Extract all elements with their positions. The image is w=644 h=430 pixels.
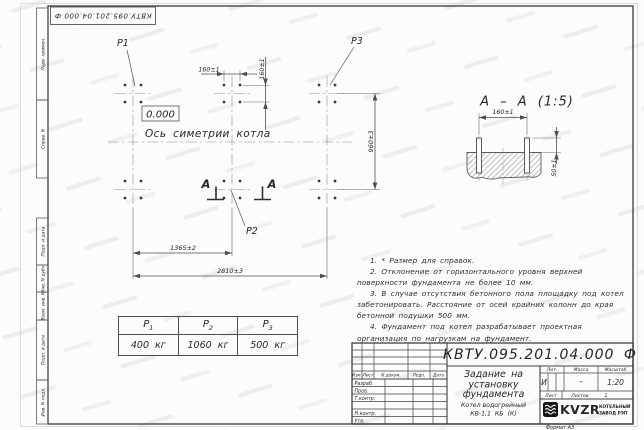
frame-strip-label: Инв. N подл. xyxy=(41,387,47,417)
dim-section-bolt-protrusion: 50±1 xyxy=(551,159,558,177)
doc-title-line1: Задание на xyxy=(464,369,523,380)
loads-table-header xyxy=(119,317,179,335)
load-subscript: 3 xyxy=(268,324,273,332)
frame-strip-label: Справ. N xyxy=(41,128,47,150)
scale-value: 1:20 xyxy=(607,378,624,387)
change-col-list: Лист xyxy=(362,372,374,378)
sheets-value: 1 xyxy=(604,393,608,399)
brand-sub-line1: КОТЕЛЬНЫЙ xyxy=(599,405,631,410)
dim-overall-height: 960±3 xyxy=(367,130,375,153)
format-label: Формат А3 xyxy=(545,425,575,430)
notes xyxy=(357,255,636,344)
change-col-doc: N докум. xyxy=(381,372,401,378)
dim-overall-span: 2810±3 xyxy=(216,267,244,275)
loads-table-header xyxy=(238,317,298,335)
doc-number: КВТУ.095.201.04.000 Ф xyxy=(443,347,637,363)
dim-bolt-spacing-v: 160±1 xyxy=(259,58,266,80)
frame-strip-label: Взам. инв. N xyxy=(41,291,47,321)
row-label-razrab: Разраб. xyxy=(354,381,374,387)
anchor-bolt-left xyxy=(477,138,482,173)
mass-header: Масса xyxy=(573,368,589,373)
load-symbol: P xyxy=(202,319,209,330)
loads-table-header-row xyxy=(119,317,298,335)
row-label-utv: Утв. xyxy=(354,419,365,425)
load-subscript: 1 xyxy=(149,324,154,332)
kvzr-logo-icon xyxy=(543,402,558,417)
load-label-p3: P3 xyxy=(351,36,363,47)
sheet-label: Лист xyxy=(545,393,557,399)
frame-strip-label: Инв. N дубл. xyxy=(41,264,47,293)
change-col-izm: Изм. xyxy=(352,372,362,378)
load-symbol: P xyxy=(143,319,150,330)
loads-table-value: 1060 кг xyxy=(178,335,238,356)
frame-strip-label: Перв. примен. xyxy=(41,37,47,71)
lit-value: И xyxy=(541,378,547,387)
change-col-podp: Подп. xyxy=(412,372,426,378)
symmetry-axis-label: Ось симетрии котла xyxy=(145,128,271,140)
loads-table-value: 500 кг xyxy=(238,335,298,356)
change-col-data: Дата xyxy=(433,372,444,378)
row-label-tkontr: Т.контр. xyxy=(354,396,376,402)
brand-sub-line2: ЗАВОД РЭП xyxy=(599,411,628,417)
product-name-line2: КВ-1,1 КБ (К) xyxy=(470,410,517,418)
brand-name: KVZR xyxy=(560,402,601,417)
doc-title-line3: фундамента xyxy=(462,389,525,400)
product-name-line1: Котел водогрейный xyxy=(461,402,526,409)
note-line: 2. Отклонение от горизонтального уровня верхней поверхности фундамента не более 10 мм. xyxy=(357,267,583,288)
dim-bolt-spacing-h: 160±1 xyxy=(198,66,220,74)
loads-table xyxy=(118,316,298,356)
dim-mid-span: 1365±2 xyxy=(169,244,197,252)
dim-section-bolt-spacing: 160±1 xyxy=(492,109,514,116)
mass-value: – xyxy=(579,377,583,386)
section-letter-right: А xyxy=(267,177,277,191)
note-line: 3. В случае отсутствия бетонного пола площадку под котел забетонировать. Расстояние от осей крайних колонн до края бетонной подушки 500 мм. xyxy=(357,289,624,321)
loads-table-value-row xyxy=(119,335,298,356)
load-subscript: 2 xyxy=(208,324,214,332)
corner-stamp-code: КВТУ.095.201.04.000 Ф xyxy=(54,11,152,21)
scale-header: Масштаб xyxy=(604,368,627,373)
note-line: 1. * Размер для справок. xyxy=(370,256,475,265)
corner-stamp xyxy=(51,7,156,25)
row-label-nkontr: Н.контр. xyxy=(354,411,376,417)
section-view-title: А – А (1:5) xyxy=(480,94,574,110)
lit-header: Лит. xyxy=(546,368,558,373)
frame-strip-label: Подп. и дата xyxy=(41,335,47,365)
sheets-label: Листов xyxy=(571,393,589,399)
load-label-p1: P1 xyxy=(117,38,129,49)
elevation-mark xyxy=(142,106,179,121)
load-symbol: P xyxy=(262,319,269,330)
note-line: 4. Фундамент под котел разрабатывает проектная организация по нагрузкам на фундамент. xyxy=(357,322,582,343)
loads-table-header xyxy=(178,317,238,335)
elevation-value: 0.000 xyxy=(146,109,175,121)
section-letter-left: А xyxy=(201,177,211,191)
load-label-p2: P2 xyxy=(246,226,258,237)
anchor-bolt-right xyxy=(525,138,530,173)
doc-title-line2: установку xyxy=(468,379,519,391)
frame-strip-label: Подп. и дата xyxy=(41,226,47,257)
loads-table-value: 400 кг xyxy=(119,335,179,356)
row-label-prov: Пров. xyxy=(354,389,369,395)
